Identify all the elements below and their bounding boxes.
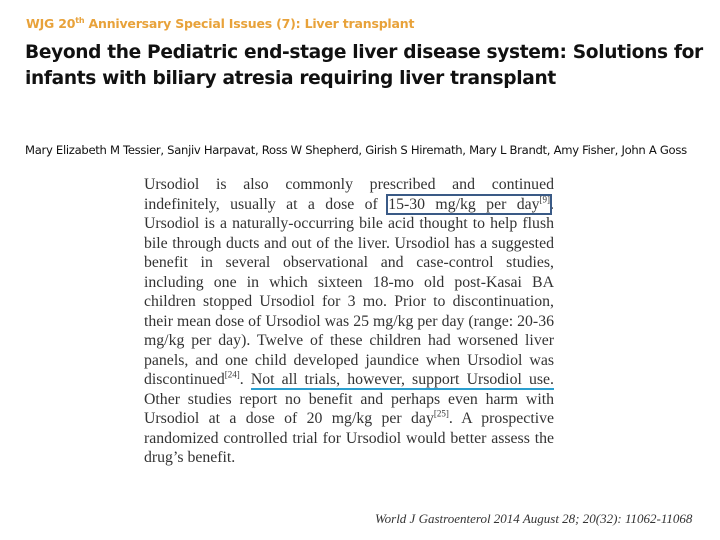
- dose-highlight-box: [388, 196, 550, 213]
- excerpt-text-5: . A prospective randomized controlled trial for Ursodiol would better assess the drug’s benefit.: [144, 410, 555, 466]
- excerpt-text-3: .: [239, 371, 251, 388]
- excerpt-text-2: . Ursodiol is a naturally-occurring bile acid thought to help flush bile through ducts and out of the liver. Ursodiol has a suggested benefit in several observational and case-control studies, including one in which sixteen 18-mo old post-Kasai BA children stopped Ursodiol for 3 mo. Prior to discontinuation, their mean dose of Ursodiol was 25 mg/kg per day (range: 20-36 mg/kg per day). Twelve of these children had worsened liver panels, and one child developed jaundice when Ursodiol was discontinued: [144, 195, 554, 388]
- excerpt-text-1: Ursodiol is also commonly prescribed and continued indefinitely, usually at a dose of: [144, 176, 554, 213]
- underlined-sentence: Not all trials, however, support Ursodiol use.: [250, 371, 554, 388]
- journal-citation: World J Gastroenterol 2014 August 28; 20(32): 11062-11068: [375, 511, 693, 526]
- reference-25: [25]: [433, 408, 449, 419]
- paper-title: Beyond the Pediatric end-stage liver disease system: Solutions for infants with biliary atresia requiring liver transplant: [25, 42, 703, 89]
- excerpt-paragraph: [144, 175, 554, 468]
- series-tag: [26, 16, 414, 31]
- series-superscript: th: [75, 16, 85, 25]
- excerpt-text-4: Other studies report no benefit and perhaps even harm with Ursodiol at a dose of 20 mg/kg per day: [144, 390, 554, 427]
- dose-highlight-text: 15-30 mg/kg per day: [388, 195, 540, 213]
- series-rest: Anniversary Special Issues (7): Liver transplant: [84, 16, 415, 32]
- author-list: Mary Elizabeth M Tessier, Sanjiv Harpavat, Ross W Shepherd, Girish S Hiremath, Mary L Brandt, Amy Fisher, John A Goss: [25, 143, 687, 157]
- series-prefix: WJG 20: [26, 16, 76, 32]
- reference-9: [9]: [539, 194, 551, 205]
- reference-24: [24]: [224, 369, 240, 380]
